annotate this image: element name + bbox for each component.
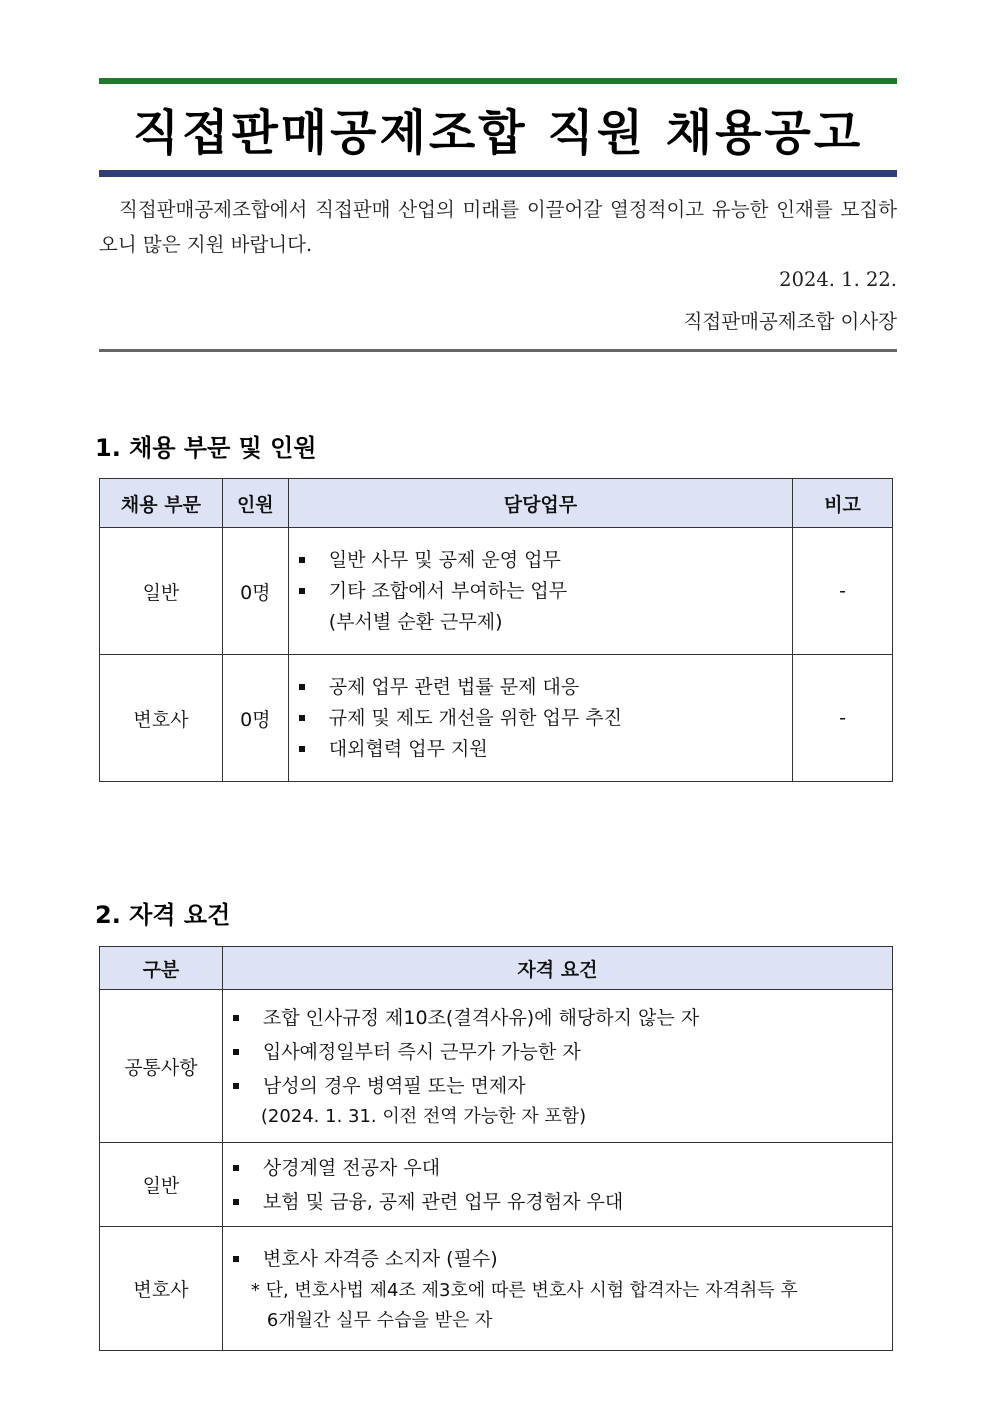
table-header-row — [100, 947, 893, 990]
col-header-dept: 채용 부문 — [100, 479, 223, 528]
intro-paragraph: 직접판매공제조합에서 직접판매 산업의 미래를 이끌어갈 열정적이고 유능한 인재를 모집하오니 많은 지원 바랍니다. — [99, 198, 897, 256]
duties-cell — [288, 655, 792, 782]
col-header-duties: 담당업무 — [288, 479, 792, 528]
col-header-category: 구분 — [100, 947, 223, 990]
header-bottom-rule — [99, 170, 897, 177]
category-cell: 공통사항 — [100, 990, 223, 1143]
requirement-sub-note: (2024. 1. 31. 이전 전역 가능한 자 포함) — [260, 1106, 587, 1127]
recruitment-table — [99, 478, 893, 782]
requirement-item: 입사예정일부터 즉시 근무가 가능한 자 — [223, 1035, 892, 1069]
requirement-item: 상경계열 전공자 우대 — [223, 1151, 892, 1185]
header-top-rule — [99, 78, 897, 84]
duty-item: 공제 업무 관련 법률 문제 대응 — [289, 672, 792, 703]
category-cell: 변호사 — [100, 1227, 223, 1351]
announcement-date: 2024. 1. 22. — [779, 268, 897, 291]
page-title: 직접판매공제조합 직원 채용공고 — [132, 104, 864, 161]
category-cell: 일반 — [100, 1143, 223, 1227]
requirements-cell — [222, 990, 892, 1143]
note-cell: - — [793, 655, 893, 782]
col-header-note: 비고 — [793, 479, 893, 528]
requirement-item: 보험 및 금융, 공제 관련 업무 유경험자 우대 — [223, 1185, 892, 1219]
requirements-cell — [222, 1227, 892, 1351]
table-header-row — [100, 479, 893, 528]
requirements-cell — [222, 1143, 892, 1227]
duties-cell — [288, 528, 792, 655]
dept-cell: 일반 — [100, 528, 223, 655]
signer: 직접판매공제조합 이사장 — [683, 310, 897, 333]
requirement-item: 변호사 자격증 소지자 (필수) — [223, 1242, 892, 1276]
qualification-table — [99, 946, 893, 1351]
header-divider — [99, 349, 897, 352]
requirement-item: 남성의 경우 병역필 또는 면제자 — [223, 1069, 892, 1103]
requirement-footnote-line1: * 단, 변호사법 제4조 제3호에 따른 변호사 시험 합격자는 자격취득 후 — [250, 1279, 798, 1301]
duty-sub-note: (부서별 순환 근무제) — [328, 610, 503, 633]
table-row — [100, 990, 893, 1143]
duty-item: 규제 및 제도 개선을 위한 업무 추진 — [289, 703, 792, 734]
table-row — [100, 1143, 893, 1227]
duty-item: 대외협력 업무 지원 — [289, 734, 792, 765]
table-row — [100, 655, 893, 782]
requirement-item: 조합 인사규정 제10조(결격사유)에 해당하지 않는 자 — [223, 1001, 892, 1035]
duty-item: 일반 사무 및 공제 운영 업무 — [289, 545, 792, 576]
section1-title: 1. 채용 부문 및 인원 — [95, 434, 317, 462]
table-row — [100, 528, 893, 655]
duty-item: 기타 조합에서 부여하는 업무 — [289, 576, 792, 607]
count-cell: 0명 — [222, 655, 288, 782]
col-header-count: 인원 — [222, 479, 288, 528]
col-header-requirements: 자격 요건 — [222, 947, 892, 990]
count-cell: 0명 — [222, 528, 288, 655]
table-row — [100, 1227, 893, 1351]
dept-cell: 변호사 — [100, 655, 223, 782]
section2-title: 2. 자격 요건 — [95, 901, 231, 929]
requirement-footnote-line2: 6개월간 실무 수습을 받은 자 — [266, 1309, 493, 1331]
note-cell: - — [793, 528, 893, 655]
